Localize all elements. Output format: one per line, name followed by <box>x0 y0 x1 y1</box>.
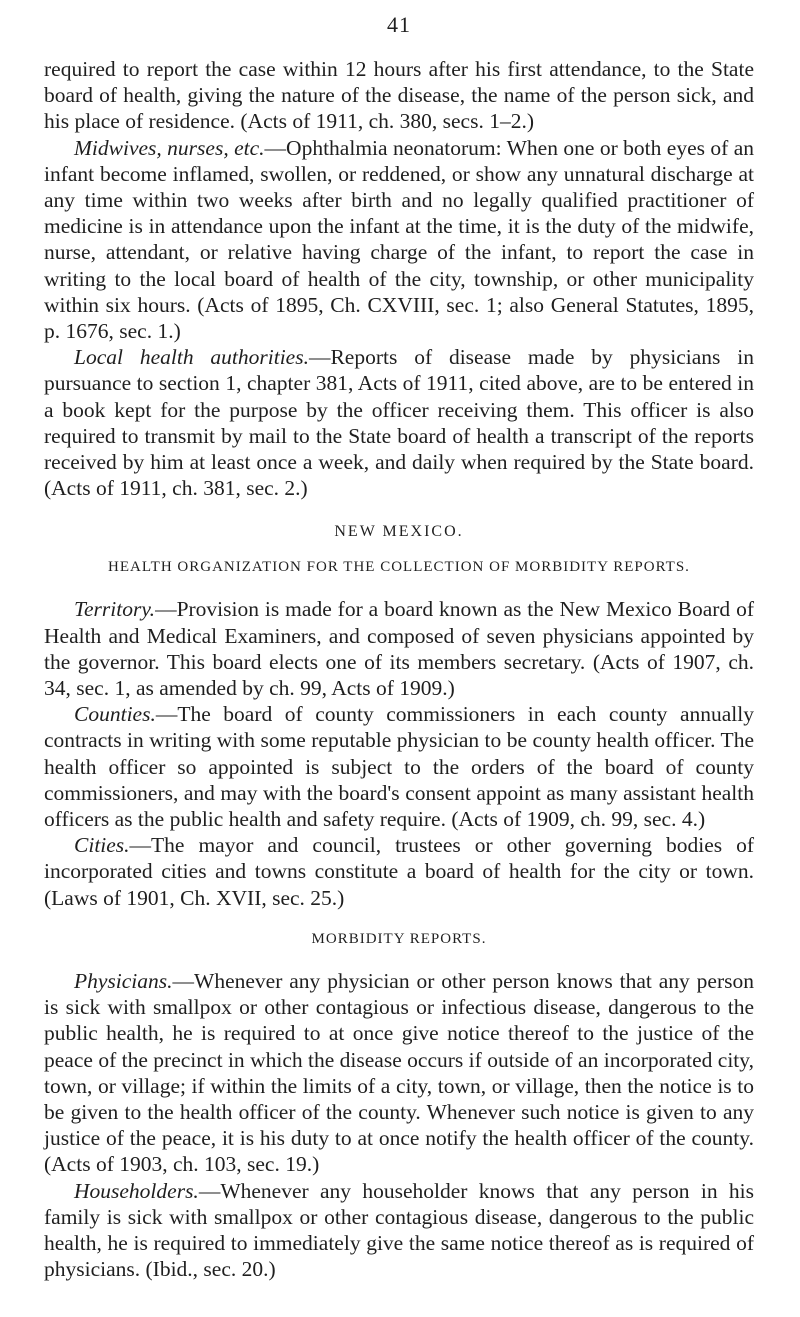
section-heading-morbidity-reports: MORBIDITY REPORTS. <box>311 930 487 947</box>
paragraph-midwives <box>44 135 754 345</box>
paragraph-lead: Cities. <box>74 833 130 858</box>
paragraph-counties <box>44 701 754 832</box>
page-number: 41 <box>387 12 411 37</box>
paragraph-text: —The mayor and council, trustees or other governing bodies of incorporated cities and towns constitute a board of health for the city or town. (Laws of 1901, Ch. XVII, sec. 25.) <box>44 833 754 910</box>
paragraph-lead: Physicians. <box>74 968 173 993</box>
paragraph-physicians <box>44 968 754 1178</box>
paragraph-text: —Provision is made for a board known as the New Mexico Board of Health and Medical Examiners, and composed of seven physicians appointed by the governor. This board elects one of its members secretary. (Acts of 1907, ch. 34, sec. 1, as amended by ch. 99, Acts of 1909.) <box>44 597 754 701</box>
paragraph-lead: Householders. <box>74 1178 199 1203</box>
paragraph-cities <box>44 832 754 911</box>
paragraph-lead: Midwives, nurses, etc. <box>74 135 265 160</box>
paragraph-text: —Whenever any physician or other person knows that any person is sick with smallpox or other contagious or infectious disease, dangerous to the public health, he is required to at once give notice thereof to the justice of the peace of the precinct in which the disease occurs if outside of an incorporated city, town, or village; if within the limits of a city, town, or village, then the notice is to be given to the health officer of the county. Whenever such notice is given to any justice of the peace, it is his duty to at once notify the health officer of the county. (Acts of 1903, ch. 103, sec. 19.) <box>44 968 754 1177</box>
paragraph-lead: Territory. <box>74 597 156 622</box>
section-heading-new-mexico: NEW MEXICO. <box>334 523 464 541</box>
paragraph-text: —Reports of disease made by physicians in pursuance to section 1, chapter 381, Acts of 1911, cited above, are to be entered in a book kept for the purpose by the officer receiving them. This officer is also required to transmit by mail to the State board of health a transcript of the reports received by him at least once a week, and daily when required by the State board. (Acts of 1911, ch. 381, sec. 2.) <box>44 345 754 501</box>
paragraph-text: —The board of county commissioners in each county annually contracts in writing with some reputable physician to be county health officer. The health officer so appointed is subject to the orders of the board of county commissioners, and may with the board's consent appoint as many assistant health officers as the public health and safety require. (Acts of 1909, ch. 99, sec. 4.) <box>44 702 754 832</box>
paragraph-lead: Local health authorities. <box>74 345 309 370</box>
subsection-heading-health-organization: HEALTH ORGANIZATION FOR THE COLLECTION OF MORBIDITY REPORTS. <box>108 559 690 576</box>
document-page <box>44 12 754 1282</box>
paragraph-local-health <box>44 344 754 501</box>
paragraph-continuation: required to report the case within 12 hours after his first attendance, to the State board of health, giving the nature of the disease, the name of the person sick, and his place of residence. (Acts of 1911, ch. 380, secs. 1–2.) <box>44 57 754 134</box>
paragraph-householders <box>44 1178 754 1283</box>
paragraph-territory <box>44 596 754 701</box>
spacer <box>44 911 754 931</box>
paragraph-text: —Ophthalmia neonatorum: When one or both eyes of an infant become inflamed, swollen, or reddened, or show any unnatural discharge at any time within two weeks after birth and no legally qualified practitioner of medicine is in attendance upon the infant at the time, it is the duty of the midwife, nurse, attendant, or relative having charge of the infant, to report the case in writing to the local board of health of the city, township, or other municipality within six hours. (Acts of 1895, Ch. CXVIII, sec. 1; also General Statutes, 1895, p. 1676, sec. 1.) <box>44 135 754 344</box>
paragraph-text: —Whenever any householder knows that any person in his family is sick with smallpox or other contagious disease, dangerous to the public health, he is required to immediately give the same notice thereof as is required of physicians. (Ibid., sec. 20.) <box>44 1178 754 1282</box>
paragraph-lead: Counties. <box>74 702 156 727</box>
